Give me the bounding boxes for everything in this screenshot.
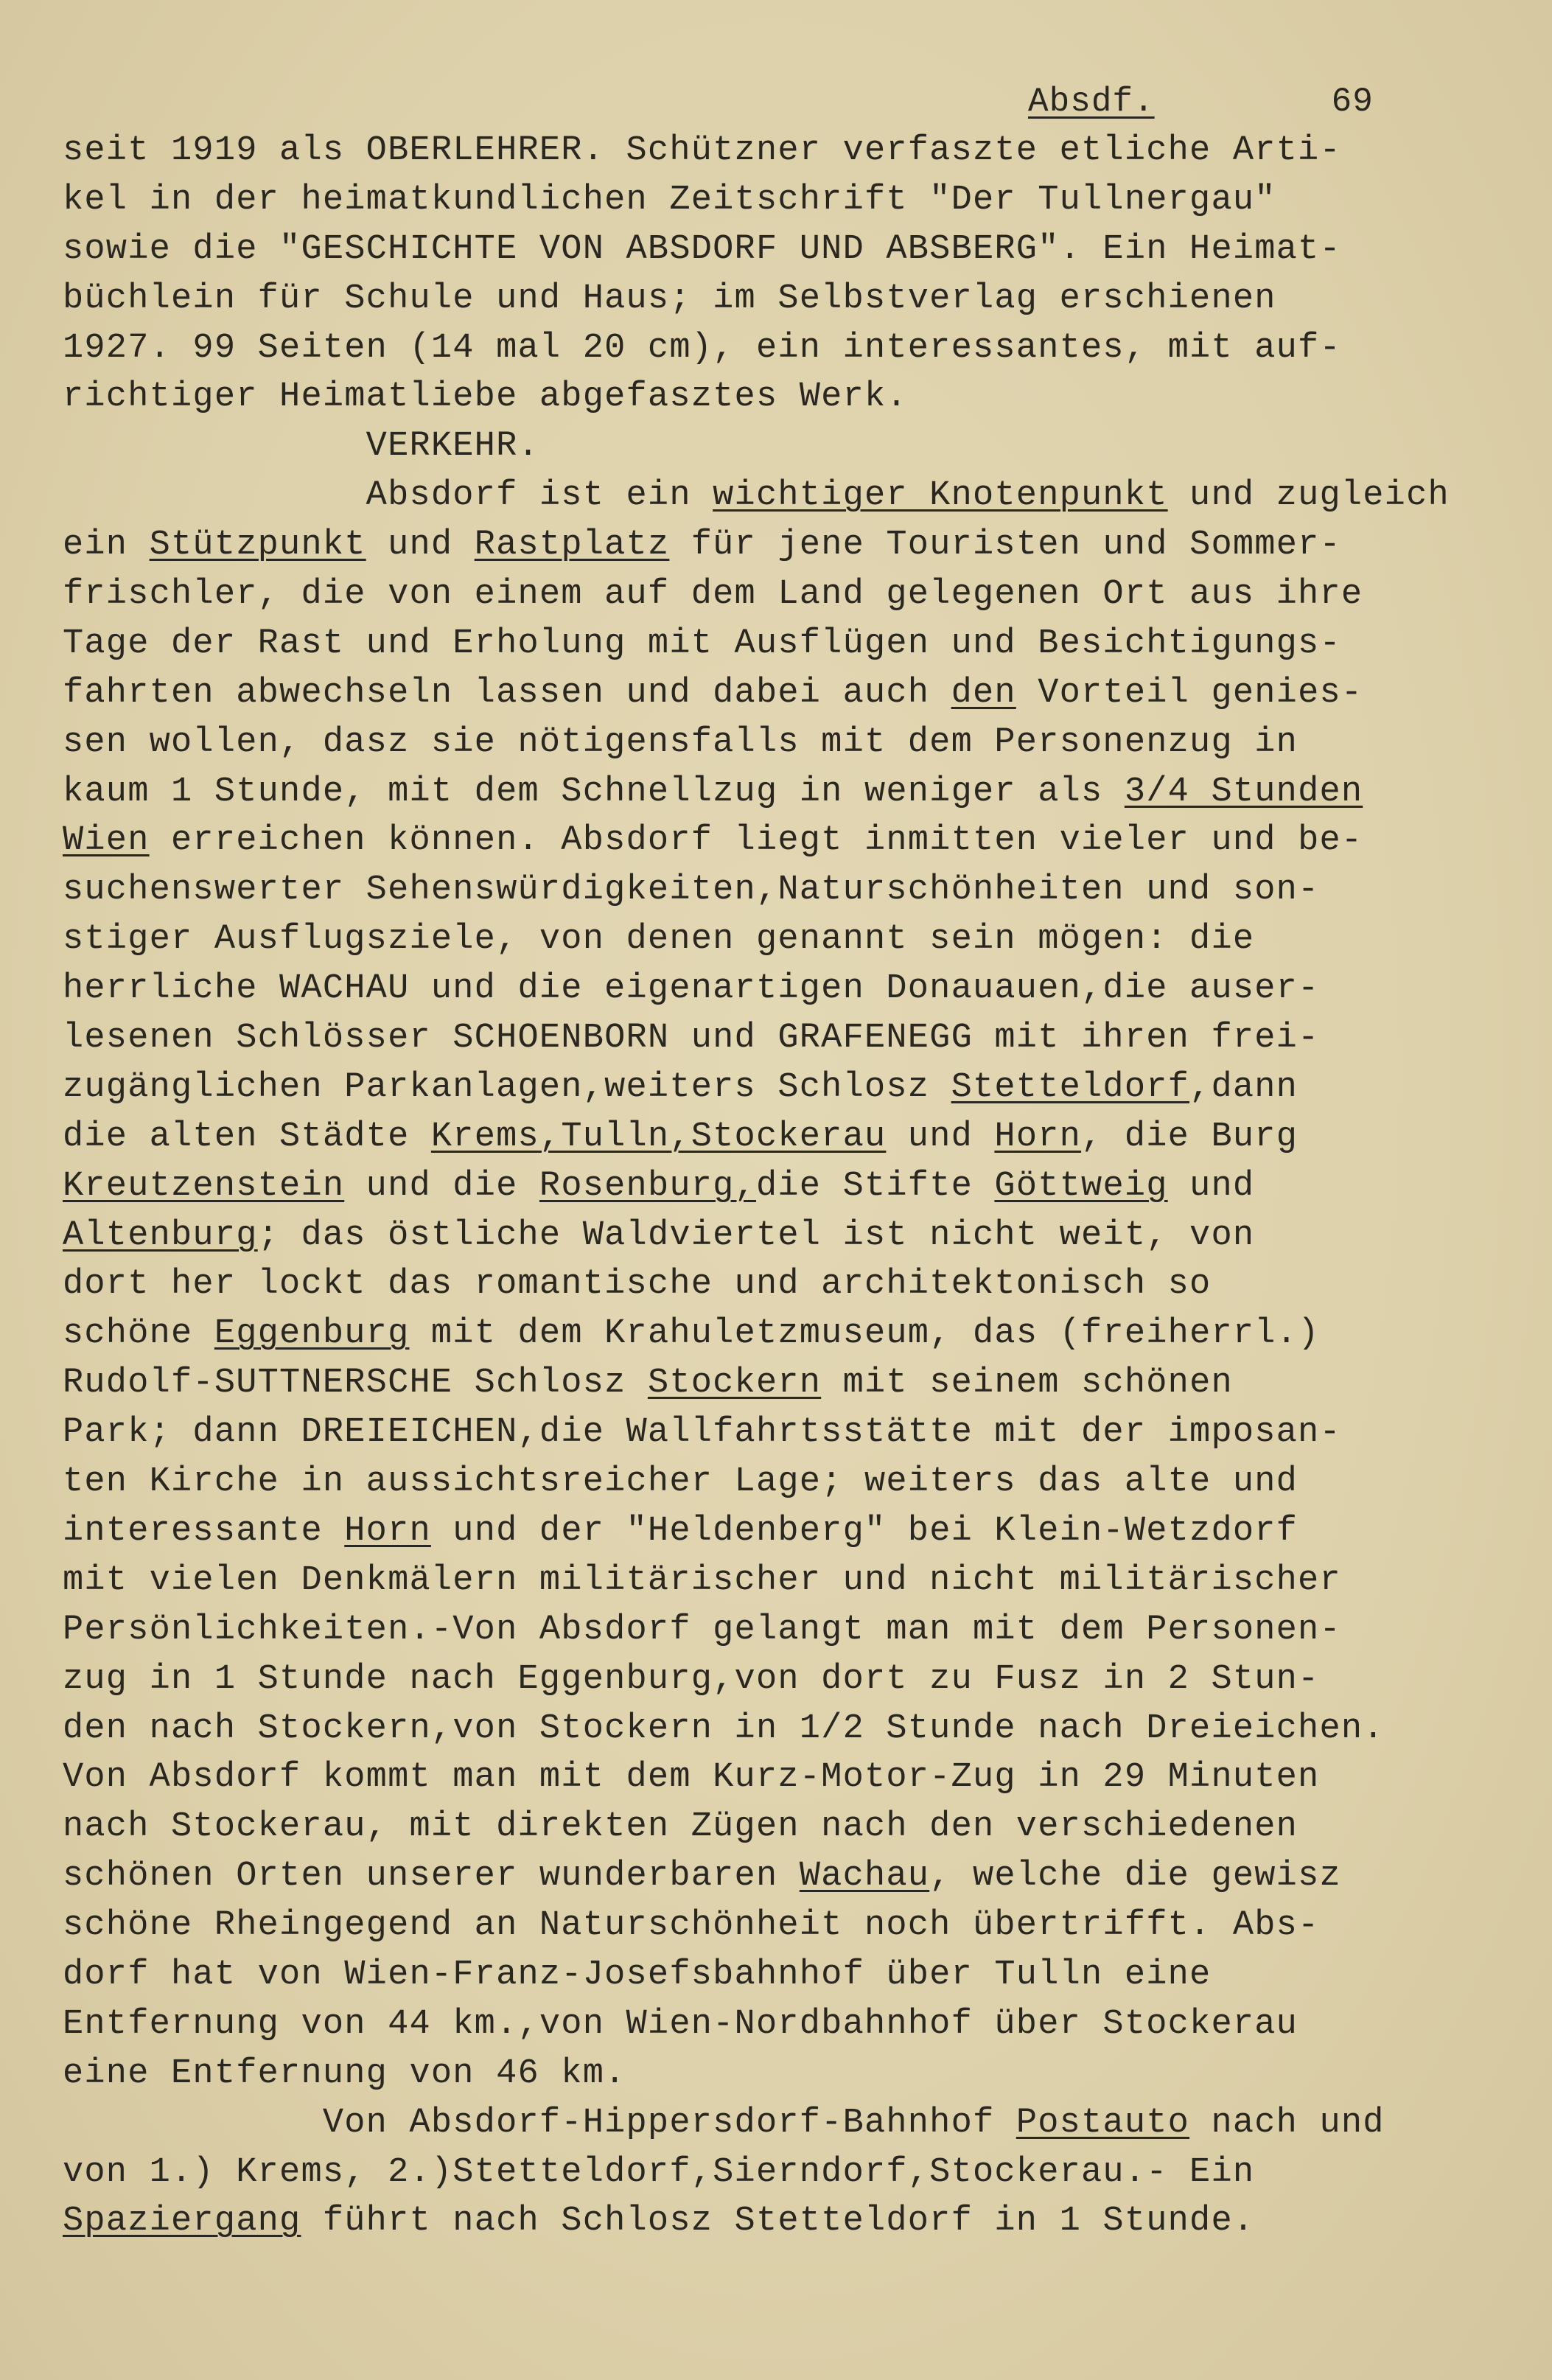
text-segment: dort her lockt das romantische und architektonisch so — [63, 1265, 1212, 1305]
text-segment: , die Burg — [1081, 1117, 1298, 1156]
text-line — [63, 768, 1529, 817]
text-segment: Vorteil genies- — [1016, 673, 1363, 713]
text-segment: ,dann — [1189, 1067, 1298, 1107]
text-segment: frischler, die von einem auf dem Land gelegenen Ort aus ihre — [63, 575, 1363, 615]
text-line — [63, 1705, 1529, 1754]
text-segment: erreichen können. Absdorf liegt inmitten vieler und be- — [149, 821, 1363, 861]
underlined-text: wichtiger Knotenpunkt — [713, 476, 1168, 516]
text-segment: Persönlichkeiten.-Von Absdorf gelangt man mit dem Personen- — [63, 1610, 1341, 1650]
text-segment: fahrten abwechseln lassen und dabei auch — [63, 673, 951, 713]
underlined-text: Rastplatz — [474, 526, 670, 565]
text-line — [63, 2000, 1529, 2050]
underlined-text: Stockern — [647, 1364, 822, 1403]
text-segment: den nach Stockern,von Stockern in 1/2 Stunde nach Dreieichen. — [63, 1709, 1385, 1748]
page-header — [1028, 83, 1374, 121]
text-line — [63, 1557, 1529, 1606]
text-line — [63, 570, 1529, 620]
text-line — [63, 176, 1529, 226]
text-line — [63, 2149, 1529, 2198]
underlined-text: Stetteldorf — [951, 1067, 1190, 1107]
text-segment: seit 1919 als OBERLEHRER. Schützner verfaszte etliche Arti- — [63, 131, 1341, 170]
text-segment: Von Absdorf-Hippersdorf-Bahnhof — [63, 2103, 1016, 2143]
text-line — [63, 275, 1529, 324]
underlined-text: Wachau — [799, 1857, 930, 1896]
text-segment: richtiger Heimatliebe abgefasztes Werk. — [63, 377, 908, 417]
text-line — [63, 1507, 1529, 1557]
underlined-text: den — [951, 673, 1016, 713]
text-line — [63, 719, 1529, 768]
text-segment: Entfernung von 44 km.,von Wien-Nordbahnhof über Stockerau — [63, 2004, 1298, 2044]
text-segment: und zugleich — [1167, 476, 1450, 516]
text-segment: und — [1167, 1166, 1255, 1206]
text-line — [63, 1064, 1529, 1113]
text-line — [63, 817, 1529, 866]
text-segment: die alten Städte — [63, 1117, 431, 1156]
text-line — [63, 1606, 1529, 1655]
text-segment: sen wollen, dasz sie nötigensfalls mit dem Personenzug in — [63, 722, 1298, 762]
text-segment: interessante — [63, 1511, 345, 1551]
text-segment: Park; dann DREIEICHEN,die Wallfahrtsstätte mit der imposan- — [63, 1413, 1341, 1453]
text-segment: lesenen Schlösser SCHOENBORN und GRAFENEGG mit ihren frei- — [63, 1019, 1320, 1058]
body-text — [63, 127, 1529, 2247]
text-segment: kaum 1 Stunde, mit dem Schnellzug in weniger als — [63, 772, 1125, 812]
underlined-text: Horn — [344, 1511, 431, 1551]
underlined-text: Kreutzenstein — [63, 1166, 345, 1206]
text-segment: und der "Heldenberg" bei Klein-Wetzdorf — [430, 1511, 1298, 1551]
text-line — [63, 422, 1529, 472]
text-segment: herrliche WACHAU und die eigenartigen Donauauen,die auser- — [63, 969, 1320, 1009]
text-segment: und — [366, 526, 475, 565]
text-line — [63, 1359, 1529, 1409]
text-segment: büchlein für Schule und Haus; im Selbstverlag erschienen — [63, 279, 1276, 318]
text-segment: dorf hat von Wien-Franz-Josefsbahnhof über Tulln eine — [63, 1955, 1212, 1995]
text-line — [63, 2099, 1529, 2149]
text-line — [63, 472, 1529, 521]
text-segment: zugänglichen Parkanlagen,weiters Schlosz — [63, 1067, 951, 1107]
text-segment: kel in der heimatkundlichen Zeitschrift "Der Tullnergau" — [63, 180, 1276, 220]
text-segment: nach und — [1189, 2103, 1385, 2143]
text-line — [63, 2050, 1529, 2099]
text-line — [63, 669, 1529, 719]
text-line — [63, 373, 1529, 422]
text-segment: zug in 1 Stunde nach Eggenburg,von dort zu Fusz in 2 Stun- — [63, 1659, 1320, 1699]
text-segment: sowie die "GESCHICHTE VON ABSDORF UND ABSBERG". Ein Heimat- — [63, 229, 1341, 269]
text-line — [63, 1852, 1529, 1902]
text-line — [63, 324, 1529, 374]
text-line — [63, 1753, 1529, 1803]
text-segment: , welche die gewisz — [929, 1857, 1341, 1896]
text-segment: Von Absdorf kommt man mit dem Kurz-Motor-Zug in 29 Minuten — [63, 1758, 1320, 1798]
text-line — [63, 866, 1529, 915]
text-segment: suchenswerter Sehenswürdigkeiten,Naturschönheiten und son- — [63, 870, 1320, 910]
text-line — [63, 1458, 1529, 1507]
text-segment: für jene Touristen und Sommer- — [669, 526, 1341, 565]
text-line — [63, 1310, 1529, 1359]
text-segment: ten Kirche in aussichtsreicher Lage; weiters das alte und — [63, 1462, 1298, 1502]
underlined-text: 3/4 Stunden — [1124, 772, 1363, 812]
text-line — [63, 915, 1529, 965]
text-segment: stiger Ausflugsziele, von denen genannt sein mögen: die — [63, 920, 1255, 960]
text-segment: ein — [63, 526, 150, 565]
text-segment: VERKEHR. — [63, 427, 539, 467]
text-line — [63, 1212, 1529, 1261]
text-segment: 1927. 99 Seiten (14 mal 20 cm), ein interessantes, mit auf- — [63, 328, 1341, 368]
text-line — [63, 1113, 1529, 1162]
text-line — [63, 620, 1529, 669]
underlined-text: Göttweig — [994, 1166, 1168, 1206]
text-line — [63, 1260, 1529, 1310]
text-segment: schönen Orten unserer wunderbaren — [63, 1857, 800, 1896]
text-segment: führt nach Schlosz Stetteldorf in 1 Stunde. — [301, 2202, 1255, 2241]
underlined-text: Eggenburg — [214, 1314, 410, 1354]
underlined-text: Krems,Tulln,Stockerau — [430, 1117, 887, 1156]
text-line — [63, 1655, 1529, 1705]
text-segment: schöne Rheingegend an Naturschönheit noch übertrifft. Abs- — [63, 1906, 1320, 1946]
text-segment: mit dem Krahuletzmuseum, das (freiherrl.) — [409, 1314, 1320, 1354]
underlined-text: Rosenburg, — [539, 1166, 756, 1206]
text-segment: die Stifte — [755, 1166, 995, 1206]
underlined-text: Horn — [994, 1117, 1082, 1156]
text-line — [63, 1409, 1529, 1458]
underlined-text: Spaziergang — [63, 2202, 301, 2241]
text-segment: mit vielen Denkmälern militärischer und nicht militärischer — [63, 1560, 1341, 1600]
page-number: 69 — [1331, 83, 1374, 121]
text-segment: mit seinem schönen — [821, 1364, 1233, 1403]
underlined-text: Postauto — [1016, 2103, 1190, 2143]
text-segment: und die — [344, 1166, 539, 1206]
text-segment: Rudolf-SUTTNERSCHE Schlosz — [63, 1364, 648, 1403]
underlined-text: Altenburg — [63, 1215, 258, 1255]
text-segment: schöne — [63, 1314, 214, 1354]
text-segment: und — [886, 1117, 995, 1156]
text-line — [63, 2197, 1529, 2247]
text-line — [63, 127, 1529, 176]
text-segment: nach Stockerau, mit direkten Zügen nach den verschiedenen — [63, 1807, 1298, 1847]
place-abbreviation: Absdf. — [1028, 83, 1155, 121]
text-line — [63, 521, 1529, 570]
text-line — [63, 1162, 1529, 1212]
underlined-text: Stützpunkt — [149, 526, 366, 565]
text-segment: Tage der Rast und Erholung mit Ausflügen und Besichtigungs- — [63, 624, 1341, 663]
text-line — [63, 226, 1529, 275]
text-segment: Absdorf ist ein — [63, 476, 713, 516]
text-line — [63, 1803, 1529, 1852]
text-line — [63, 965, 1529, 1014]
text-segment: eine Entfernung von 46 km. — [63, 2053, 626, 2093]
underlined-text: Wien — [63, 821, 150, 861]
text-segment: von 1.) Krems, 2.)Stetteldorf,Sierndorf,Stockerau.- Ein — [63, 2152, 1255, 2192]
text-line — [63, 1951, 1529, 2000]
text-segment: ; das östliche Waldviertel ist nicht weit, von — [257, 1215, 1255, 1255]
text-line — [63, 1902, 1529, 1951]
text-line — [63, 1014, 1529, 1064]
